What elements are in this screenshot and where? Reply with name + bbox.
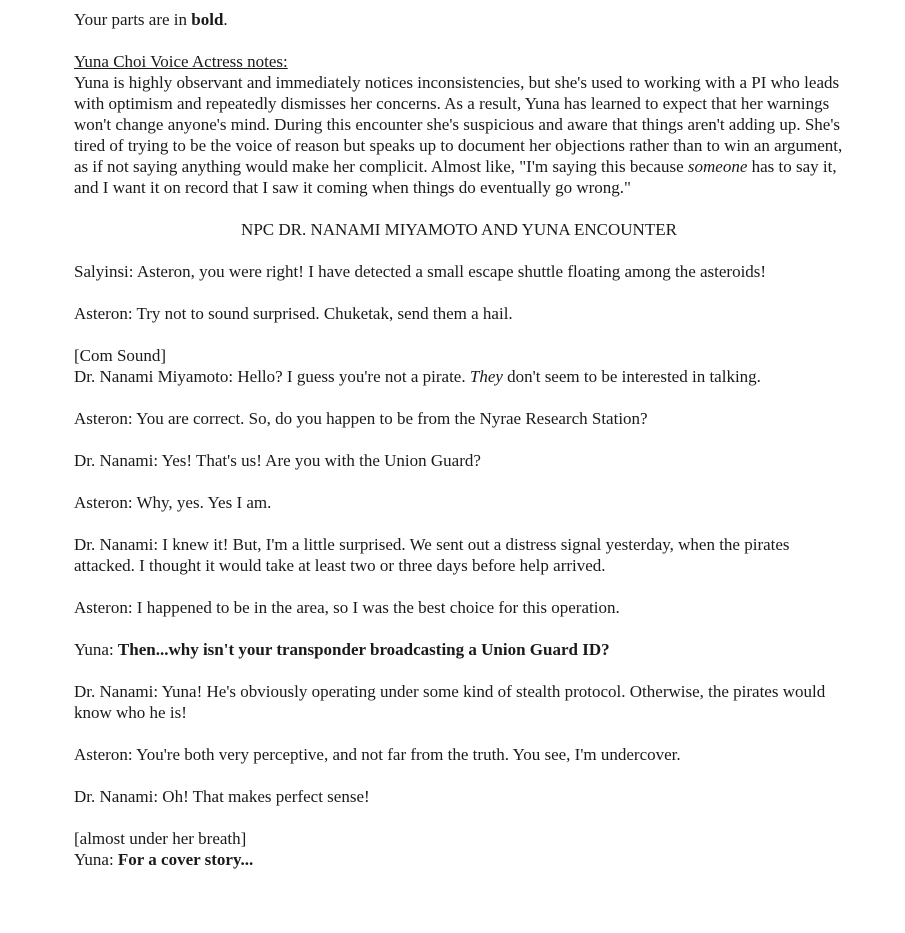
intro-text: Your parts are in [74, 10, 192, 29]
dialogue-line-asteron: Asteron: You are correct. So, do you happen to be from the Nyrae Research Station? [74, 409, 648, 428]
dialogue-text: Dr. Nanami Miyamoto: Hello? I guess you're not a pirate. [74, 367, 470, 386]
speaker-name: Yuna: [74, 850, 118, 869]
dialogue-line-yuna [74, 639, 844, 660]
yuna-line: Then...why isn't your transponder broadcasting a Union Guard ID? [117, 640, 610, 659]
script-document [74, 9, 844, 891]
stage-direction: [Com Sound] [74, 346, 167, 365]
dialogue-line-nanami: Dr. Nanami: Yes! That's us! Are you with the Union Guard? [74, 451, 481, 470]
dialogue-line-asteron: Asteron: You're both very perceptive, and not far from the truth. You see, I'm undercover. [74, 745, 681, 764]
voice-notes-text-end: has to say it, and I want it on record that I saw it coming when things do eventually go wrong." [74, 157, 837, 197]
voice-notes-text: Yuna is highly observant and immediately notices inconsistencies, but she's used to working with a PI who leads with optimism and repeatedly dismisses her concerns. As a result, Yuna has learned to expect that her warnings won't change anyone's mind. During this encounter she's suspicious and aware that things aren't adding up. She's tired of trying to be the voice of reason but speaks up to document her objections rather than to win an argument, as if not saying anything would make her complicit. Almost like, "I'm saying this because [74, 73, 843, 176]
dialogue-emphasis: They [469, 367, 503, 386]
scene-title: NPC DR. NANAMI MIYAMOTO AND YUNA ENCOUNTER [241, 220, 677, 239]
dialogue-line-asteron: Asteron: Try not to sound surprised. Chuketak, send them a hail. [74, 304, 513, 323]
stage-direction: [almost under her breath] [74, 829, 247, 848]
voice-notes-emphasis: someone [687, 157, 748, 176]
dialogue-line-yuna [74, 828, 844, 870]
voice-notes-heading: Yuna Choi Voice Actress notes: [74, 52, 288, 71]
voice-notes [74, 51, 844, 198]
dialogue-line-nanami: Dr. Nanami: I knew it! But, I'm a little surprised. We sent out a distress signal yesterday, when the pirates attacked. I thought it would take at least two or three days before help arrived. [74, 535, 790, 575]
intro-bold-word: bold [191, 10, 224, 29]
dialogue-text-end: don't seem to be interested in talking. [502, 367, 761, 386]
speaker-name: Yuna: [74, 640, 118, 659]
dialogue-line-nanami: Dr. Nanami: Yuna! He's obviously operating under some kind of stealth protocol. Otherwise, the pirates would know who he is! [74, 682, 826, 722]
dialogue-line-asteron: Asteron: Why, yes. Yes I am. [74, 493, 272, 512]
yuna-line: For a cover story... [117, 850, 254, 869]
intro-paragraph [74, 9, 844, 30]
intro-suffix: . [223, 10, 228, 29]
dialogue-line-salyinsi: Salyinsi: Asteron, you were right! I have detected a small escape shuttle floating among the asteroids! [74, 262, 767, 281]
dialogue-line-nanami: Dr. Nanami: Oh! That makes perfect sense! [74, 787, 370, 806]
dialogue-line-asteron: Asteron: I happened to be in the area, so I was the best choice for this operation. [74, 598, 620, 617]
dialogue-line-nanami [74, 345, 844, 387]
